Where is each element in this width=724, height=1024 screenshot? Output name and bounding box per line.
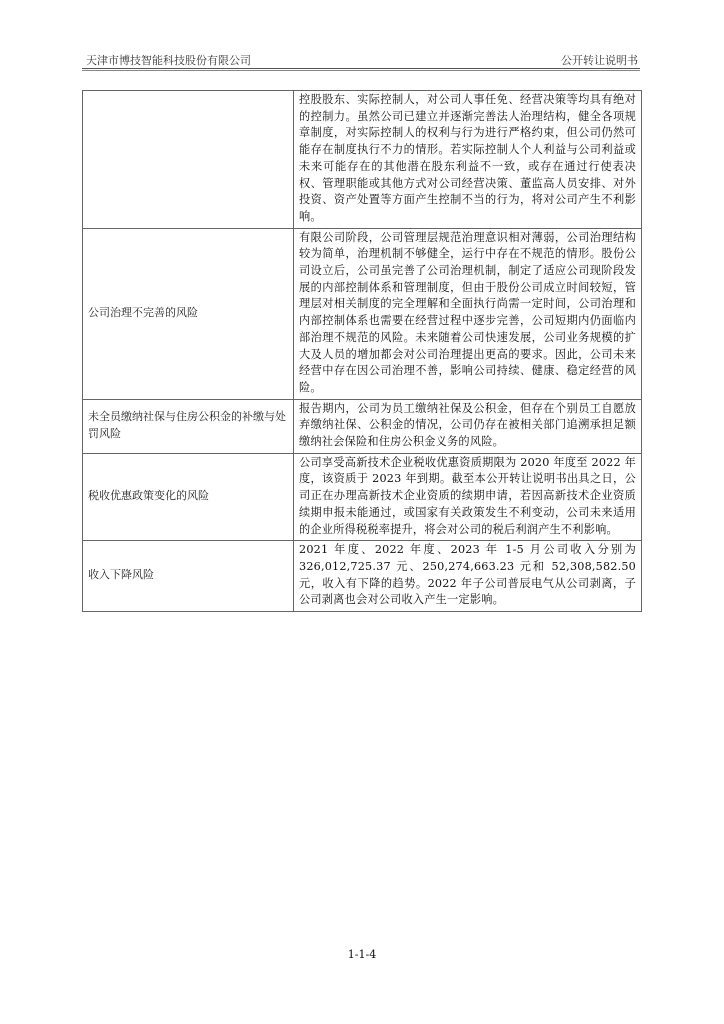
risk-description: 2021 年度、2022 年度、2023 年 1-5 月公司收入分别为 326,012,725.37 元、250,274,663.23 元和 52,308,582.50 元，收入有下降的趋势。2022 年子公司普辰电气从公司剥离，子公司剥离也会对公司收入产生一定影响。 xyxy=(294,541,642,612)
table-row xyxy=(83,541,642,612)
risk-category xyxy=(83,91,294,229)
header-document-title: 公开转让说明书 xyxy=(561,54,638,67)
risk-category: 公司治理不完善的风险 xyxy=(83,228,294,399)
risk-category: 未全员缴纳社保与住房公积金的补缴与处罚风险 xyxy=(83,399,294,453)
risk-description: 公司享受高新技术企业税收优惠资质期限为 2020 年度至 2022 年度，该资质于 2023 年到期。截至本公开转让说明书出具之日，公司正在办理高新技术企业资质的续期申请，若因高新技术企业资质续期申报未能通过，或国家有关政策发生不利变动，公司未来适用的企业所得税税率提升，将会对公司的税后利润产生不利影响。 xyxy=(294,453,642,541)
risk-description: 控股股东、实际控制人，对公司人事任免、经营决策等均具有绝对的控制力。虽然公司已建立并逐渐完善法人治理结构，健全各项规章制度，对实际控制人的权利与行为进行严格约束，但公司仍然可能存在制度执行不力的情形。若实际控制人个人利益与公司利益或未来可能存在的其他潜在股东利益不一致，或存在通过行使表决权、管理职能或其他方式对公司经营决策、董监高人员安排、对外投资、资产处置等方面产生控制不当的行为，将对公司产生不利影响。 xyxy=(294,91,642,229)
risk-category: 收入下降风险 xyxy=(83,541,294,612)
risk-description: 报告期内，公司为员工缴纳社保及公积金，但存在个别员工自愿放弃缴纳社保、公积金的情况，公司仍存在被相关部门追溯承担足额缴纳社会保险和住房公积金义务的风险。 xyxy=(294,399,642,453)
page-number: 1-1-4 xyxy=(347,948,377,961)
risk-category: 税收优惠政策变化的风险 xyxy=(83,453,294,541)
table-row xyxy=(83,91,642,229)
table-row xyxy=(83,453,642,541)
header-rule xyxy=(82,68,640,71)
header-company-name: 天津市博技智能科技股份有限公司 xyxy=(86,54,251,67)
page-header xyxy=(82,50,640,68)
risk-description: 有限公司阶段，公司管理层规范治理意识相对薄弱，公司治理结构较为简单，治理机制不够健全，运行中存在不规范的情形。股份公司设立后，公司虽完善了公司治理机制，制定了适应公司现阶段发展的内部控制体系和管理制度，但由于股份公司成立时间较短，管理层对相关制度的完全理解和全面执行尚需一定时间，公司治理和内部控制体系也需要在经营过程中逐步完善，公司短期内仍面临内部治理不规范的风险。未来随着公司快速发展，公司业务规模的扩大及人员的增加都会对公司治理提出更高的要求。因此，公司未来经营中存在因公司治理不善，影响公司持续、健康、稳定经营的风险。 xyxy=(294,228,642,399)
table-row xyxy=(83,228,642,399)
table-row xyxy=(83,399,642,453)
risk-table xyxy=(82,90,642,612)
